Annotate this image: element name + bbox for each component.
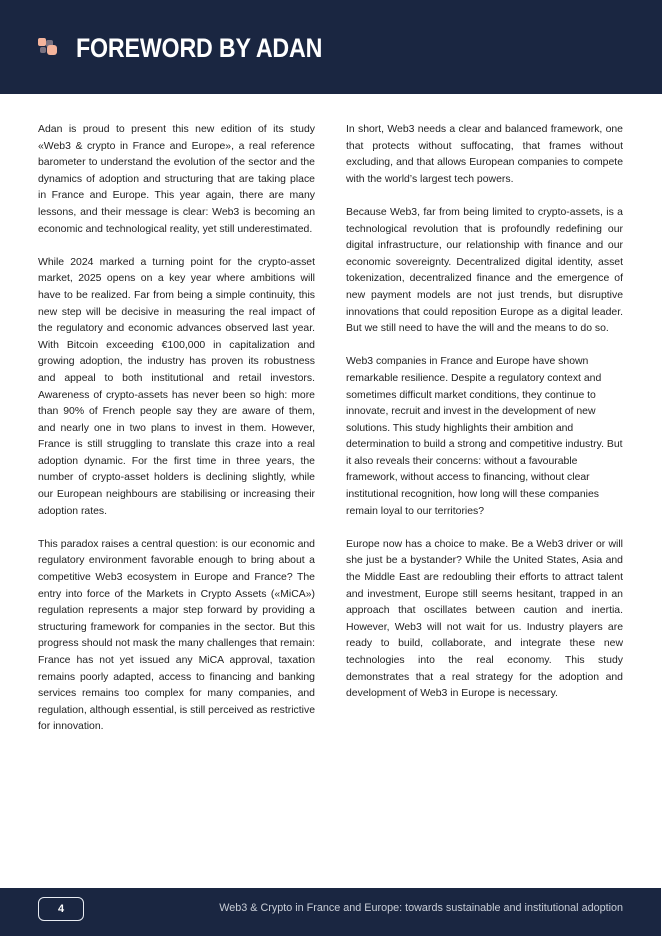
paragraph: In short, Web3 needs a clear and balanced framework, one that protects without suffocating, that frames without excluding, and that allows European companies to compete with the world’s largest tech powers. <box>346 124 623 185</box>
page-title: FOREWORD BY ADAN <box>76 33 323 63</box>
right-column <box>346 122 623 719</box>
logo-square <box>40 47 46 53</box>
logo-square <box>47 45 57 55</box>
paragraph: Web3 companies in France and Europe have shown remarkable resilience. Despite a regulatory context and sometimes difficult market conditions, they continue to innovate, recruit and invest in the development of new solutions. This study highlights their ambition and determination to build a strong and competitive industry. But it also reveals their concerns: without a favourable framework, without access to financing, without clear institutional recognition, how long will these companies remain loyal to our territories? <box>346 356 623 517</box>
paragraph: Adan is proud to present this new edition of its study «Web3 & crypto in France and Europe», a real reference barometer to understand the evolution of the sector and the dynamics of adoption and structuring that are taking place in France and Europe. This year again, there are many lessons, and their message is clear: Web3 is becoming an economic and technological reality, yet still underestimated. <box>38 124 315 235</box>
paragraph: Europe now has a choice to make. Be a Web3 driver or will she just be a bystander? While the United States, Asia and the Middle East are redoubling their efforts to attract talent and investment, Europe still seems hesitant, trapped in an approach that oscillates between caution and inertia. However, Web3 will not wait for us. Industry players are ready to build, collaborate, and integrate these new technologies into the real economy. This study demonstrates that a real strategy for the adoption and development of Web3 in Europe is necessary. <box>346 538 623 700</box>
page-header <box>0 0 662 94</box>
paragraph: Because Web3, far from being limited to crypto-assets, is a technological revolution that is profoundly redefining our digital infrastructure, our relationship with finance and our economic sovereignty. Decentralized digital identity, asset tokenization, decentralized finance and the emergence of new payment models are not just trends, but disruptive innovations that could reposition Europe as a digital leader. But we still need to have the will and the means to do so. <box>346 206 623 335</box>
logo-square <box>38 38 46 46</box>
page-footer <box>0 888 661 936</box>
paragraph: This paradox raises a central question: is our economic and regulatory environment favorable enough to bring about a competitive Web3 ecosystem in Europe and France? The entry into force of the Markets in Crypto Assets («MiCA») regulation represents a major step forward by providing a structuring framework for companies in the sector. But this progress should not mask the many challenges that remain: France has not yet issued any MiCA approval, taxation remains poorly adapted, access to financing and banking services remains too complex for many companies, and regulation, although essential, is still perceived as restrictive for innovation. <box>38 538 315 733</box>
page-number: 4 <box>38 897 84 921</box>
adan-logo-icon <box>37 37 59 57</box>
footer-document-title: Web3 & Crypto in France and Europe: towards sustainable and institutional adoption <box>219 902 623 914</box>
paragraph: While 2024 marked a turning point for the crypto-asset market, 2025 opens on a key year where ambitions will have to be realized. Far from being a simple continuity, this new step will be decisive in measuring the real impact of the regulatory and economic advances observed last year. With Bitcoin exceeding €100,000 in capitalization and growing adoption, the industry has proven its robustness and appeal to both institutional and retail investors. Awareness of crypto-assets has never been so high: more than 90% of French people say they are aware of them, and nearly one in two plans to invest in them. However, France is still struggling to translate this craze into a real adoption dynamic. For the first time in three years, the number of crypto-asset holders is declining slightly, while our European neighbours are stabilising or increasing their adoption rates. <box>38 256 315 517</box>
left-column <box>38 122 315 753</box>
